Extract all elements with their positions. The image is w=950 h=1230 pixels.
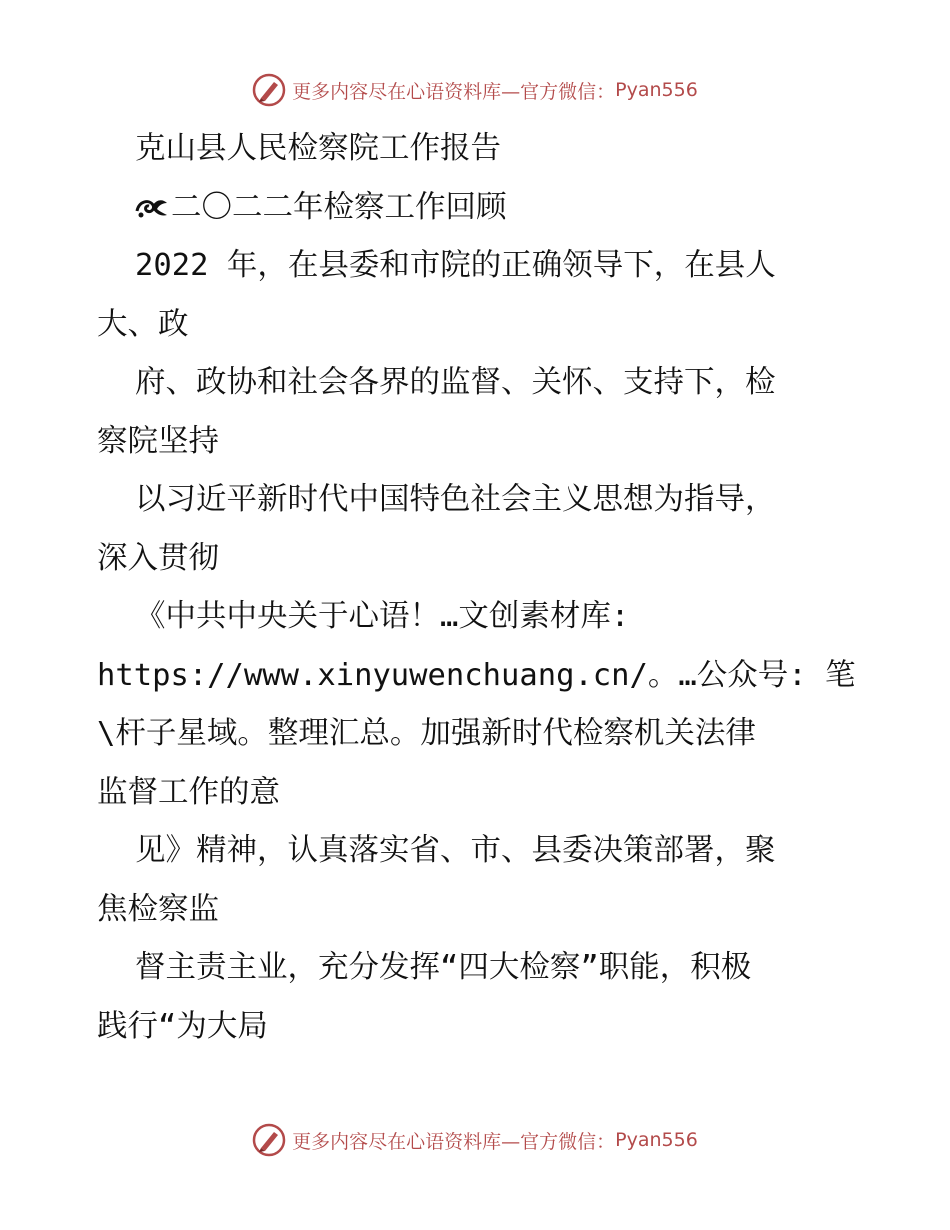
paragraph-line: 督主责主业，充分发挥“四大检察”职能，积极: [135, 950, 752, 985]
report-body: [97, 120, 867, 1056]
paragraph-line: 2022 年，在县委和市院的正确领导下，在县人: [135, 248, 776, 283]
banner-handle: Pyan556: [615, 1129, 698, 1151]
section-heading: [97, 179, 867, 238]
header-banner: [0, 70, 950, 110]
banner-text: 更多内容尽在心语资料库—官方微信：: [292, 80, 616, 103]
paragraph-line: 察院坚持: [97, 423, 219, 459]
paragraph-line: 以习近平新时代中国特色社会主义思想为指导，: [135, 482, 776, 517]
report-title: 克山县人民检察院工作报告: [135, 131, 501, 166]
paragraph-line-url: https://www.xinyuwenchuang.cn/。…公众号: 笔: [97, 657, 856, 693]
paragraph-line: 深入贯彻: [97, 540, 219, 576]
fleuron-icon: [135, 193, 169, 221]
paragraph-line: 监督工作的意: [97, 774, 280, 810]
paragraph-line: 《中共中央关于心语！…文创素材库:: [135, 599, 630, 634]
paragraph-line: 焦检察监: [97, 891, 219, 927]
banner-handle: Pyan556: [615, 79, 698, 101]
pen-logo-icon: [252, 73, 286, 107]
footer-banner: [0, 1120, 950, 1160]
paragraph-line: 大、政: [97, 306, 189, 342]
section-heading-text: 二〇二二年检察工作回顾: [171, 189, 507, 225]
paragraph-line: 府、政协和社会各界的监督、关怀、支持下，检: [135, 365, 776, 400]
paragraph-line: \杆子星域。整理汇总。加强新时代检察机关法律: [97, 716, 756, 751]
pen-logo-icon: [252, 1123, 286, 1157]
paragraph-line: 践行“为大局: [97, 1008, 268, 1044]
banner-text: 更多内容尽在心语资料库—官方微信：: [292, 1130, 616, 1153]
paragraph-line: 见》精神，认真落实省、市、县委决策部署，聚: [135, 833, 776, 868]
